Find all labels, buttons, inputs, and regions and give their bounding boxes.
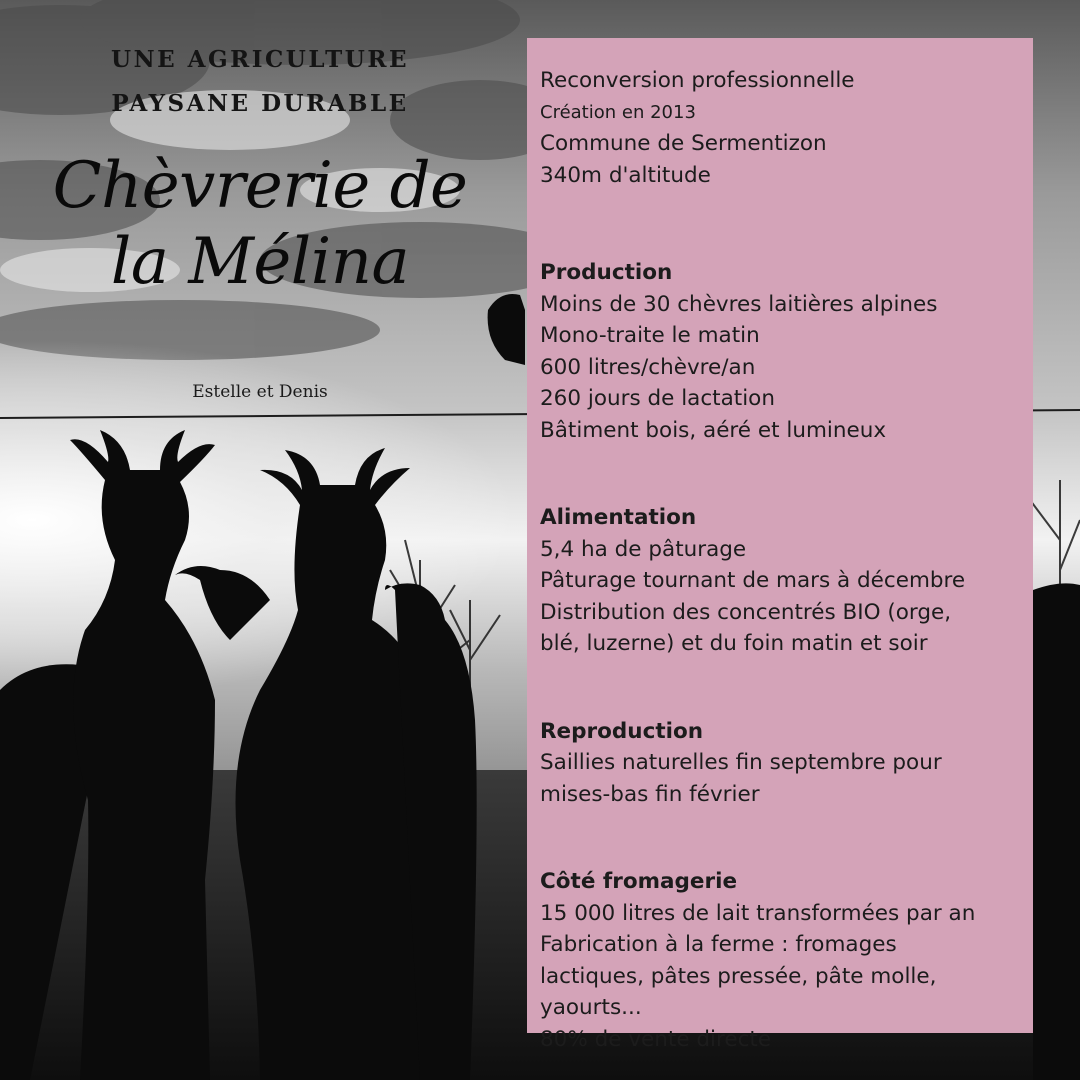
owners-caption: Estelle et Denis <box>192 382 328 402</box>
section-line: yaourts... <box>540 995 642 1020</box>
section-heading: Alimentation <box>540 505 697 530</box>
section-heading: Côté fromagerie <box>540 869 738 894</box>
section-production <box>540 257 1033 446</box>
info-panel <box>527 38 1033 1052</box>
intro-line: 340m d'altitude <box>540 162 711 188</box>
section-line: 80% de vente directe <box>540 1026 772 1052</box>
section-line: 5,4 ha de pâturage <box>540 536 747 562</box>
intro-line: Reconversion professionnelle <box>540 68 855 93</box>
section-alimentation <box>540 502 1033 660</box>
section-line: Distribution des concentrés BIO (orge, <box>540 599 952 625</box>
intro-line: Création en 2013 <box>540 101 696 123</box>
section-line: Pâturage tournant de mars à décembre <box>540 568 966 593</box>
section-fromagerie <box>540 866 1033 1055</box>
intro-line: Commune de Sermentizon <box>540 131 827 156</box>
page-title <box>15 148 505 300</box>
section-line: 15 000 litres de lait transformées par an <box>540 900 976 926</box>
section-line: 600 litres/chèvre/an <box>540 354 756 380</box>
section-line: 260 jours de lactation <box>540 386 775 411</box>
goat-far-right <box>1033 583 1080 1080</box>
section-line: Bâtiment bois, aéré et lumineux <box>540 417 887 443</box>
section-line: lactiques, pâtes pressée, pâte molle, <box>540 963 937 989</box>
tagline-line: UNE AGRICULTURE <box>111 46 409 73</box>
section-line: blé, luzerne) et du foin matin et soir <box>540 631 928 656</box>
title-line: Chèvrerie de <box>52 149 468 223</box>
section-line: Saillies naturelles fin septembre pour <box>540 750 942 775</box>
section-reproduction <box>540 716 1033 811</box>
tagline <box>60 38 460 126</box>
tagline-line: PAYSANE DURABLE <box>111 90 409 117</box>
section-heading: Reproduction <box>540 718 704 744</box>
section-line: mises-bas fin février <box>540 781 760 807</box>
intro-block <box>540 65 1033 191</box>
title-line: la Mélina <box>110 225 410 299</box>
section-heading: Production <box>540 260 673 285</box>
section-line: Moins de 30 chèvres laitières alpines <box>540 291 938 317</box>
section-line: Mono-traite le matin <box>540 323 760 348</box>
section-line: Fabrication à la ferme : fromages <box>540 932 897 957</box>
